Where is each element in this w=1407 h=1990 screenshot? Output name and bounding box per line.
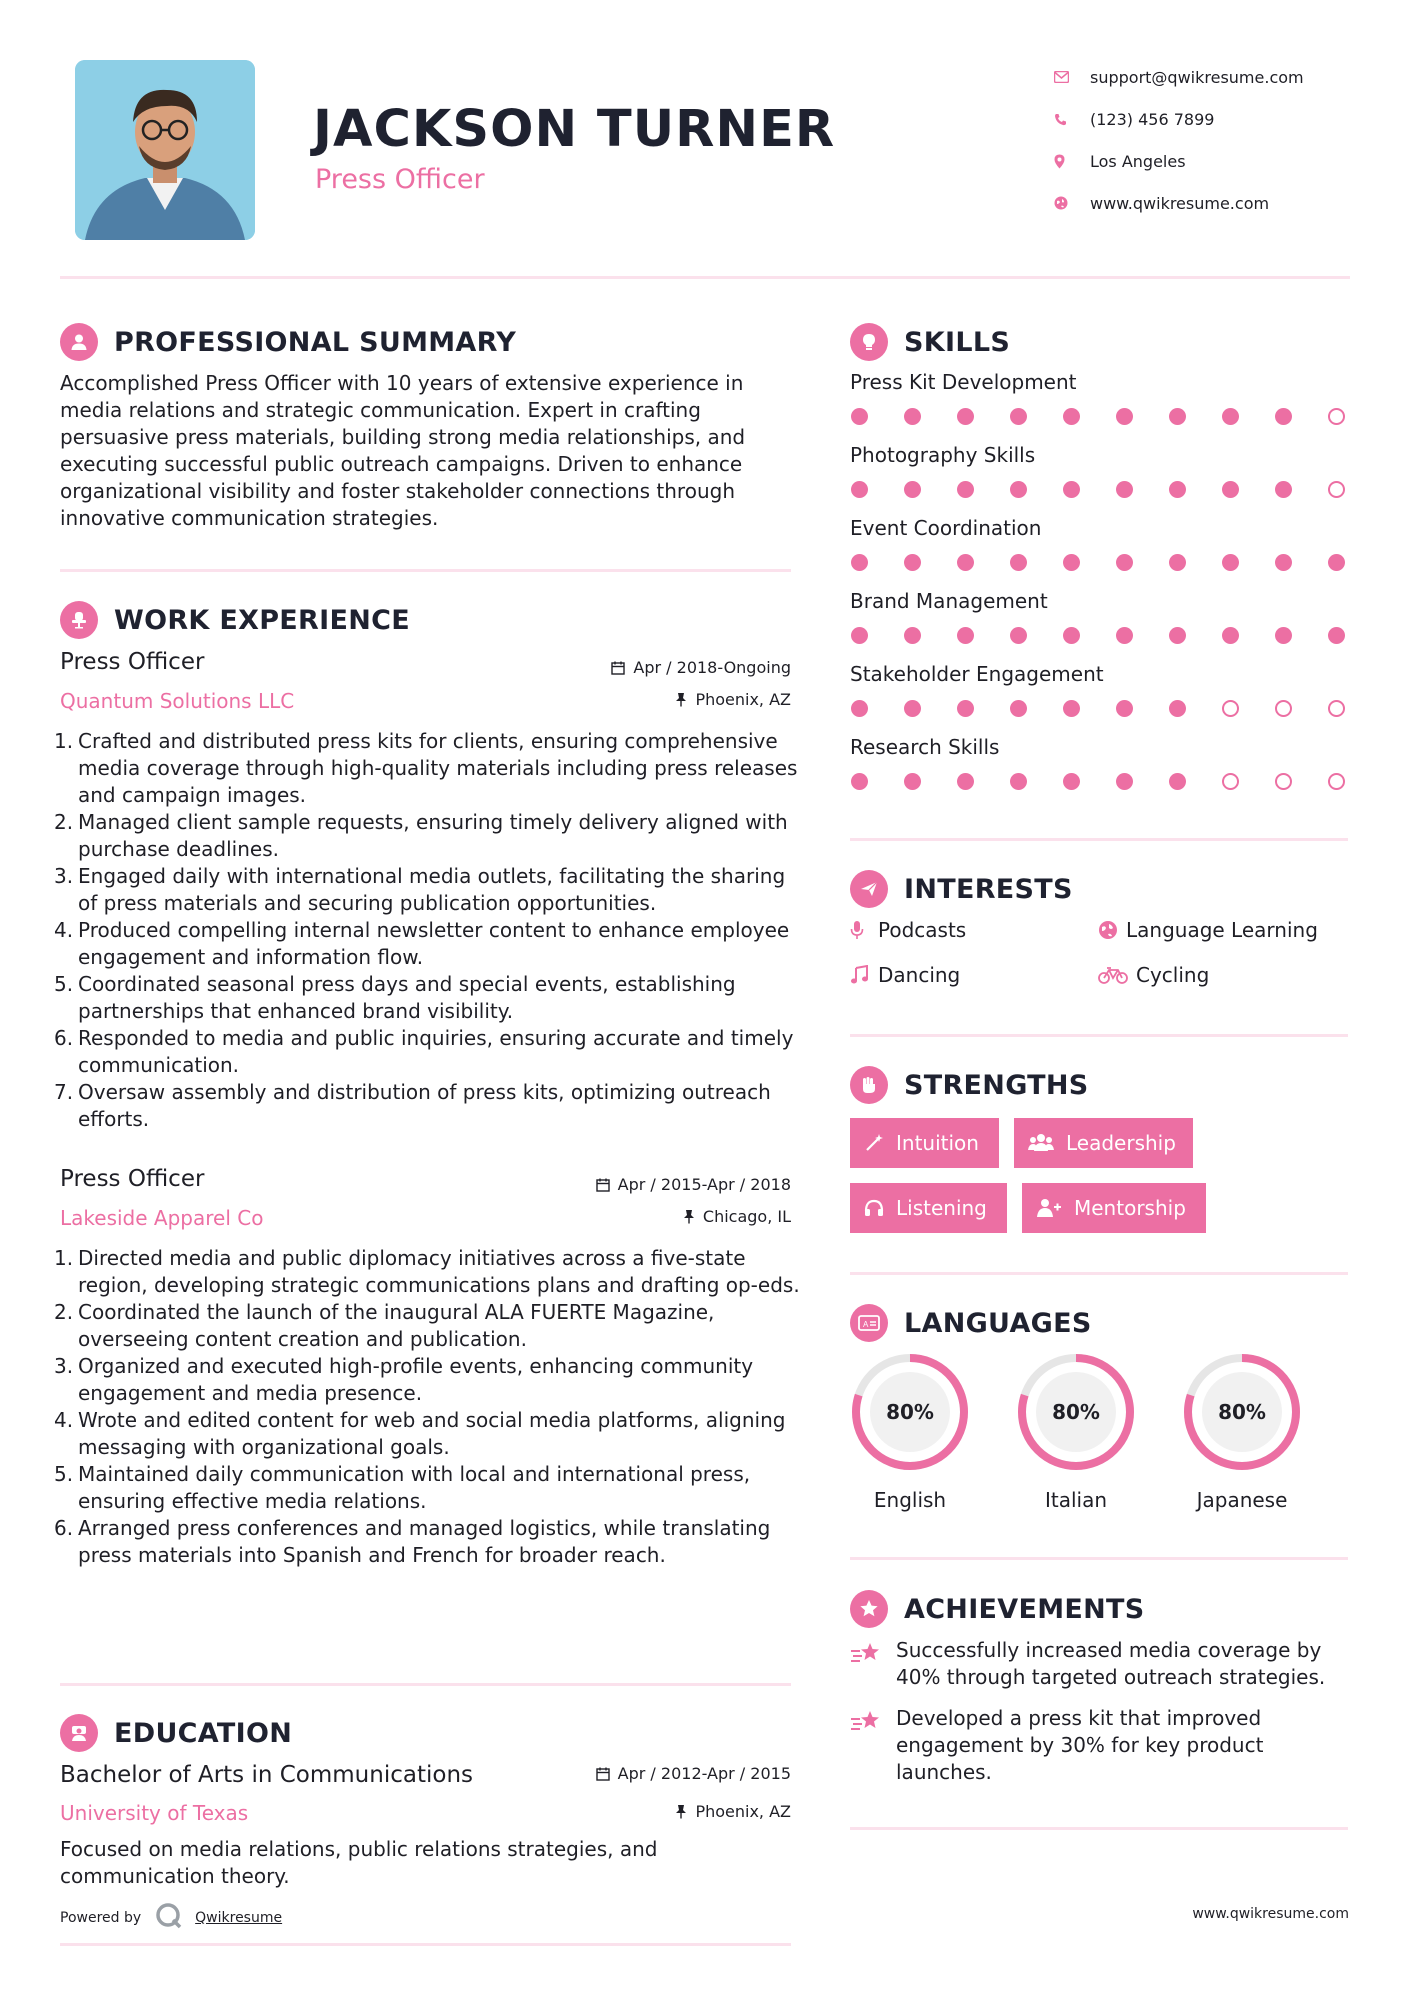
rating-dot-empty bbox=[1328, 408, 1345, 425]
rating-dot-filled bbox=[957, 627, 974, 644]
education-description: Focused on media relations, public relations strategies, and communication theory. bbox=[60, 1837, 658, 1888]
contact-website[interactable] bbox=[1050, 182, 1304, 224]
svg-text:A: A bbox=[863, 1320, 869, 1329]
users-icon bbox=[1028, 1133, 1054, 1153]
rating-dot-filled bbox=[1169, 627, 1186, 644]
language-name: English bbox=[873, 1488, 947, 1512]
strengths-divider bbox=[850, 1272, 1348, 1275]
rating-dot-filled bbox=[957, 554, 974, 571]
rating-dot-filled bbox=[1169, 700, 1186, 717]
job-1-dates-text: Apr / 2018-Ongoing bbox=[633, 658, 791, 677]
list-item: 1. Crafted and distributed press kits for clients, ensuring comprehensive media coverage through high-quality materials including press releases and campaign images. bbox=[54, 729, 798, 807]
list-item: 2. Coordinated the launch of the inaugural ALA FUERTE Magazine, overseeing content creation and publication. bbox=[54, 1300, 715, 1351]
strength-label: Mentorship bbox=[1074, 1196, 1186, 1220]
skill-name: Stakeholder Engagement bbox=[850, 662, 1104, 686]
rating-dot-filled bbox=[1222, 408, 1239, 425]
interest-label: Podcasts bbox=[878, 918, 967, 942]
headphones-icon bbox=[864, 1198, 884, 1218]
job-1-location-text: Phoenix, AZ bbox=[695, 690, 791, 709]
contact-phone[interactable] bbox=[1050, 98, 1304, 140]
skill-name: Research Skills bbox=[850, 735, 1000, 759]
strength-label: Intuition bbox=[896, 1131, 979, 1155]
rating-dot-filled bbox=[1275, 408, 1292, 425]
rating-dot-filled bbox=[904, 481, 921, 498]
list-item: 3. Organized and executed high-profile events, enhancing community engagement and media presence. bbox=[54, 1354, 754, 1405]
section-skills-title: SKILLS bbox=[904, 326, 1011, 358]
rating-dot-filled bbox=[851, 408, 868, 425]
rating-dot-filled bbox=[1328, 627, 1345, 644]
job-2-dates bbox=[596, 1175, 791, 1194]
strength-listening bbox=[850, 1183, 1007, 1233]
list-item: 6. Responded to media and public inquiries, ensuring accurate and timely communication. bbox=[54, 1026, 794, 1077]
music-note-icon bbox=[850, 965, 878, 985]
skills-divider bbox=[850, 838, 1348, 841]
achievement-text: Developed a press kit that improved engagement by 30% for key product launches. bbox=[896, 1706, 1264, 1784]
candidate-name: JACKSON TURNER bbox=[313, 100, 836, 159]
job-1-company: Quantum Solutions LLC bbox=[60, 689, 295, 713]
job-1-dates bbox=[611, 658, 791, 677]
rating-dot-empty bbox=[1328, 700, 1345, 717]
section-education-title: EDUCATION bbox=[114, 1717, 293, 1749]
strength-mentorship bbox=[1022, 1183, 1206, 1233]
bicycle-icon bbox=[1098, 966, 1136, 984]
education-school: University of Texas bbox=[60, 1801, 249, 1825]
rating-dot-filled bbox=[1116, 773, 1133, 790]
language-percent: 80% bbox=[1218, 1400, 1266, 1424]
list-item: 2. Managed client sample requests, ensuring timely delivery aligned with purchase deadlines. bbox=[54, 810, 788, 861]
briefcase-icon bbox=[60, 601, 98, 639]
education-dates bbox=[596, 1764, 791, 1783]
strength-label: Listening bbox=[896, 1196, 987, 1220]
skill-name: Press Kit Development bbox=[850, 370, 1077, 394]
header-divider bbox=[60, 276, 1350, 279]
rating-dot-empty bbox=[1275, 700, 1292, 717]
rating-dot-filled bbox=[851, 627, 868, 644]
list-item: 5. Coordinated seasonal press days and special events, establishing partnerships that enhanced brand visibility. bbox=[54, 972, 736, 1023]
interest-label: Dancing bbox=[878, 963, 961, 987]
job-2-title: Press Officer bbox=[60, 1166, 205, 1192]
list-item: 4. Wrote and edited content for web and social media platforms, aligning messaging with organizational goals. bbox=[54, 1408, 786, 1459]
envelope-icon bbox=[1050, 71, 1090, 83]
list-item: 3. Engaged daily with international media outlets, facilitating the sharing of press materials and securing publication opportunities. bbox=[54, 864, 786, 915]
interests-divider bbox=[850, 1034, 1348, 1037]
rating-dot-filled bbox=[1169, 481, 1186, 498]
pushpin-icon bbox=[683, 1209, 695, 1224]
rating-dot-filled bbox=[1010, 773, 1027, 790]
list-item: 1. Directed media and public diplomacy initiatives across a five-state region, developing strategic communications plans and drafting op-eds. bbox=[54, 1246, 800, 1297]
rating-dot-filled bbox=[1010, 700, 1027, 717]
interest-label: Language Learning bbox=[1126, 918, 1318, 942]
skill-name: Brand Management bbox=[850, 589, 1048, 613]
section-work-title: WORK EXPERIENCE bbox=[114, 604, 410, 636]
rating-dot-filled bbox=[851, 773, 868, 790]
globe-icon bbox=[1098, 920, 1126, 940]
languages-divider bbox=[850, 1557, 1348, 1560]
rating-dot-filled bbox=[1063, 481, 1080, 498]
rating-dot-filled bbox=[1063, 554, 1080, 571]
job-2-company: Lakeside Apparel Co bbox=[60, 1206, 264, 1230]
rating-dot-filled bbox=[1222, 554, 1239, 571]
rating-dot-filled bbox=[904, 700, 921, 717]
rating-dot-filled bbox=[957, 481, 974, 498]
profile-photo bbox=[75, 60, 255, 240]
contact-email-text: support@qwikresume.com bbox=[1090, 67, 1304, 87]
calendar-icon bbox=[596, 1767, 610, 1781]
graduate-icon bbox=[60, 1714, 98, 1752]
user-icon bbox=[60, 323, 98, 361]
phone-icon bbox=[1050, 113, 1090, 126]
rating-dot-empty bbox=[1222, 773, 1239, 790]
section-interests-title: INTERESTS bbox=[904, 873, 1073, 905]
education-degree: Bachelor of Arts in Communications bbox=[60, 1762, 474, 1788]
achievements-divider bbox=[850, 1827, 1348, 1830]
section-education-heading bbox=[60, 1714, 292, 1752]
footer-website[interactable]: www.qwikresume.com bbox=[1192, 1906, 1349, 1922]
section-work-heading bbox=[60, 601, 410, 639]
list-item: 5. Maintained daily communication with local and international press, ensuring effective media relations. bbox=[54, 1462, 751, 1513]
calendar-icon bbox=[596, 1178, 610, 1192]
list-item: 6. Arranged press conferences and managed logistics, while translating press materials into Spanish and French for broader reach. bbox=[54, 1516, 771, 1567]
star-badge-icon bbox=[850, 1590, 888, 1628]
rating-dot-empty bbox=[1328, 481, 1345, 498]
candidate-role: Press Officer bbox=[315, 164, 485, 195]
contact-location bbox=[1050, 140, 1304, 182]
rating-dot-filled bbox=[1328, 554, 1345, 571]
language-progress-ring bbox=[1180, 1350, 1304, 1474]
contact-location-text: Los Angeles bbox=[1090, 151, 1186, 171]
rating-dot-filled bbox=[904, 554, 921, 571]
rating-dot-filled bbox=[1169, 773, 1186, 790]
summary-divider bbox=[60, 569, 791, 572]
achievement-item bbox=[850, 1637, 1350, 1691]
rating-dot-filled bbox=[904, 773, 921, 790]
microphone-icon bbox=[850, 920, 878, 940]
strength-intuition bbox=[850, 1118, 999, 1168]
education-divider bbox=[60, 1943, 791, 1946]
education-location-text: Phoenix, AZ bbox=[695, 1802, 791, 1821]
rating-dot-filled bbox=[1275, 481, 1292, 498]
strength-label: Leadership bbox=[1066, 1131, 1176, 1155]
language-percent: 80% bbox=[886, 1400, 934, 1424]
section-strengths-heading bbox=[850, 1066, 1089, 1104]
job-1-title: Press Officer bbox=[60, 649, 205, 675]
pushpin-icon bbox=[675, 1804, 687, 1819]
rating-dot-filled bbox=[1222, 481, 1239, 498]
rating-dot-empty bbox=[1275, 773, 1292, 790]
interest-dancing bbox=[850, 963, 960, 987]
rating-dot-filled bbox=[904, 408, 921, 425]
rating-dot-filled bbox=[1063, 773, 1080, 790]
rating-dot-filled bbox=[1275, 627, 1292, 644]
language-item bbox=[1014, 1350, 1138, 1512]
rating-dot-filled bbox=[1010, 481, 1027, 498]
interest-label: Cycling bbox=[1136, 963, 1210, 987]
achievement-item bbox=[850, 1705, 1350, 1786]
contact-list bbox=[1050, 56, 1304, 224]
paper-plane-icon bbox=[850, 870, 888, 908]
lightbulb-icon bbox=[850, 323, 888, 361]
rating-dot-filled bbox=[957, 700, 974, 717]
rating-dot-empty bbox=[1222, 700, 1239, 717]
section-achievements-heading bbox=[850, 1590, 1145, 1628]
job-2-responsibilities bbox=[54, 1245, 800, 1569]
rating-dot-filled bbox=[1116, 700, 1133, 717]
language-progress-ring bbox=[1014, 1350, 1138, 1474]
rating-dot-filled bbox=[1063, 408, 1080, 425]
rating-dot-filled bbox=[851, 554, 868, 571]
job-2-dates-text: Apr / 2015-Apr / 2018 bbox=[617, 1175, 791, 1194]
skill-rating bbox=[851, 554, 1345, 571]
qwikresume-link[interactable]: Qwikresume bbox=[195, 1910, 283, 1926]
language-percent: 80% bbox=[1052, 1400, 1100, 1424]
language-name: Japanese bbox=[1196, 1488, 1288, 1512]
section-skills-heading bbox=[850, 323, 1010, 361]
skill-name: Event Coordination bbox=[850, 516, 1042, 540]
section-summary-heading bbox=[60, 323, 516, 361]
language-item bbox=[848, 1350, 972, 1512]
summary-text: Accomplished Press Officer with 10 years of extensive experience in media relations and strategic communication. Expert in crafting persuasive press materials, building strong media relationships, and executing successful public outreach campaigns. Driven to enhance organizational visibility and foster stakeholder connections through innovative communication strategies. bbox=[60, 371, 746, 530]
rating-dot-filled bbox=[1063, 627, 1080, 644]
section-interests-heading bbox=[850, 870, 1073, 908]
contact-website-text: www.qwikresume.com bbox=[1090, 193, 1270, 213]
rating-dot-filled bbox=[1116, 627, 1133, 644]
user-plus-icon bbox=[1036, 1198, 1062, 1218]
job-1-location bbox=[675, 690, 791, 709]
section-achievements-title: ACHIEVEMENTS bbox=[904, 1593, 1145, 1625]
rating-dot-filled bbox=[1275, 554, 1292, 571]
rating-dot-filled bbox=[1169, 554, 1186, 571]
contact-phone-text: (123) 456 7899 bbox=[1090, 109, 1215, 129]
rating-dot-filled bbox=[1116, 554, 1133, 571]
job-2-location bbox=[683, 1207, 791, 1226]
raised-fist-icon bbox=[850, 1066, 888, 1104]
rating-dot-filled bbox=[957, 773, 974, 790]
rating-dot-filled bbox=[957, 408, 974, 425]
qwikresume-logo-icon bbox=[155, 1902, 183, 1934]
rating-dot-filled bbox=[1010, 554, 1027, 571]
rating-dot-filled bbox=[1169, 408, 1186, 425]
list-item: 7. Oversaw assembly and distribution of press kits, optimizing outreach efforts. bbox=[54, 1080, 771, 1131]
rating-dot-filled bbox=[1116, 481, 1133, 498]
skill-rating bbox=[851, 408, 1345, 425]
rating-dot-filled bbox=[1063, 700, 1080, 717]
section-summary-title: PROFESSIONAL SUMMARY bbox=[114, 326, 517, 358]
language-name: Italian bbox=[1044, 1488, 1108, 1512]
interest-language-learning bbox=[1098, 918, 1318, 942]
rating-dot-filled bbox=[1222, 627, 1239, 644]
contact-email[interactable] bbox=[1050, 56, 1304, 98]
skill-rating bbox=[851, 773, 1345, 790]
language-item bbox=[1180, 1350, 1304, 1512]
language-progress-ring bbox=[848, 1350, 972, 1474]
rating-dot-filled bbox=[1010, 627, 1027, 644]
rating-dot-empty bbox=[1328, 773, 1345, 790]
section-languages-heading bbox=[850, 1304, 1092, 1342]
globe-icon bbox=[1050, 196, 1090, 210]
magic-wand-icon bbox=[864, 1133, 884, 1153]
rating-dot-filled bbox=[1010, 408, 1027, 425]
shooting-star-icon bbox=[850, 1705, 896, 1786]
rating-dot-filled bbox=[904, 627, 921, 644]
strength-leadership bbox=[1014, 1118, 1193, 1168]
work-divider bbox=[60, 1683, 791, 1686]
job-2-location-text: Chicago, IL bbox=[702, 1207, 791, 1226]
pushpin-icon bbox=[675, 692, 687, 707]
shooting-star-icon bbox=[850, 1637, 896, 1691]
interest-podcasts bbox=[850, 918, 966, 942]
job-1-responsibilities bbox=[54, 728, 800, 1133]
language-card-icon bbox=[850, 1304, 888, 1342]
education-location bbox=[675, 1802, 791, 1821]
footer-powered-by bbox=[60, 1902, 282, 1934]
rating-dot-filled bbox=[1116, 408, 1133, 425]
section-languages-title: LANGUAGES bbox=[904, 1307, 1092, 1339]
map-pin-icon bbox=[1050, 154, 1090, 169]
calendar-icon bbox=[611, 661, 625, 675]
section-strengths-title: STRENGTHS bbox=[904, 1069, 1089, 1101]
skill-rating bbox=[851, 700, 1345, 717]
interest-cycling bbox=[1098, 963, 1209, 987]
rating-dot-filled bbox=[851, 481, 868, 498]
skill-rating bbox=[851, 627, 1345, 644]
rating-dot-filled bbox=[851, 700, 868, 717]
list-item: 4. Produced compelling internal newsletter content to enhance employee engagement and information flow. bbox=[54, 918, 790, 969]
powered-by-text: Powered by bbox=[60, 1910, 142, 1926]
skill-name: Photography Skills bbox=[850, 443, 1036, 467]
achievement-text: Successfully increased media coverage by 40% through targeted outreach strategies. bbox=[896, 1638, 1326, 1689]
skill-rating bbox=[851, 481, 1345, 498]
education-dates-text: Apr / 2012-Apr / 2015 bbox=[617, 1764, 791, 1783]
